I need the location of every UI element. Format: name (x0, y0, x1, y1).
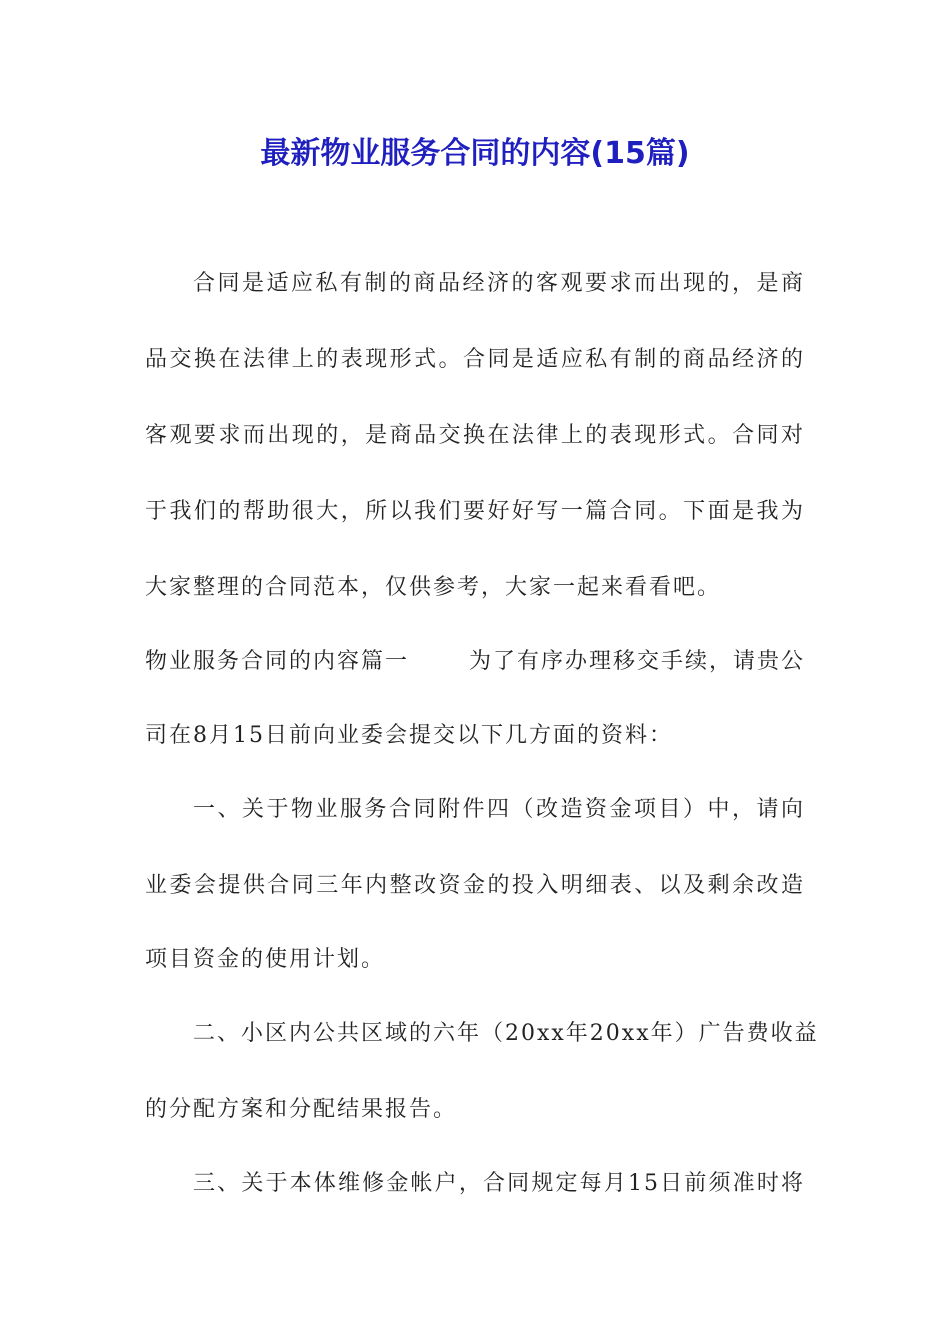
section-heading-line (145, 642, 805, 682)
paragraph-line: 的分配方案和分配结果报告。 (145, 1097, 458, 1122)
paragraph-line: 三、关于本体维修金帐户，合同规定每月15日前须准时将 (193, 1171, 805, 1196)
paragraph-line: 一、关于物业服务合同附件四（改造资金项目）中，请向 (193, 797, 805, 822)
paragraph-line: 业委会提供合同三年内整改资金的投入明细表、以及剩余改造 (145, 873, 805, 898)
paragraph-line: 客观要求而出现的，是商品交换在法律上的表现形式。合同对 (145, 423, 805, 448)
paragraph-line: 项目资金的使用计划。 (145, 947, 386, 972)
paragraph-line: 于我们的帮助很大，所以我们要好好写一篇合同。下面是我为 (145, 499, 805, 524)
paragraph-line: 品交换在法律上的表现形式。合同是适应私有制的商品经济的 (145, 347, 805, 372)
paragraph-line: 司在8月15日前向业委会提交以下几方面的资料： (145, 723, 673, 748)
paragraph-line: 大家整理的合同范本，仅供参考，大家一起来看看吧。 (145, 575, 722, 600)
document-title: 最新物业服务合同的内容(15篇) (260, 136, 690, 171)
paragraph-line: 二、小区内公共区域的六年（20xx年20xx年）广告费收益 (193, 1021, 819, 1046)
section-heading: 物业服务合同的内容篇一 (145, 649, 410, 674)
paragraph-line: 合同是适应私有制的商品经济的客观要求而出现的，是商 (193, 271, 805, 296)
section-intro: 为了有序办理移交手续，请贵公 (469, 649, 806, 674)
